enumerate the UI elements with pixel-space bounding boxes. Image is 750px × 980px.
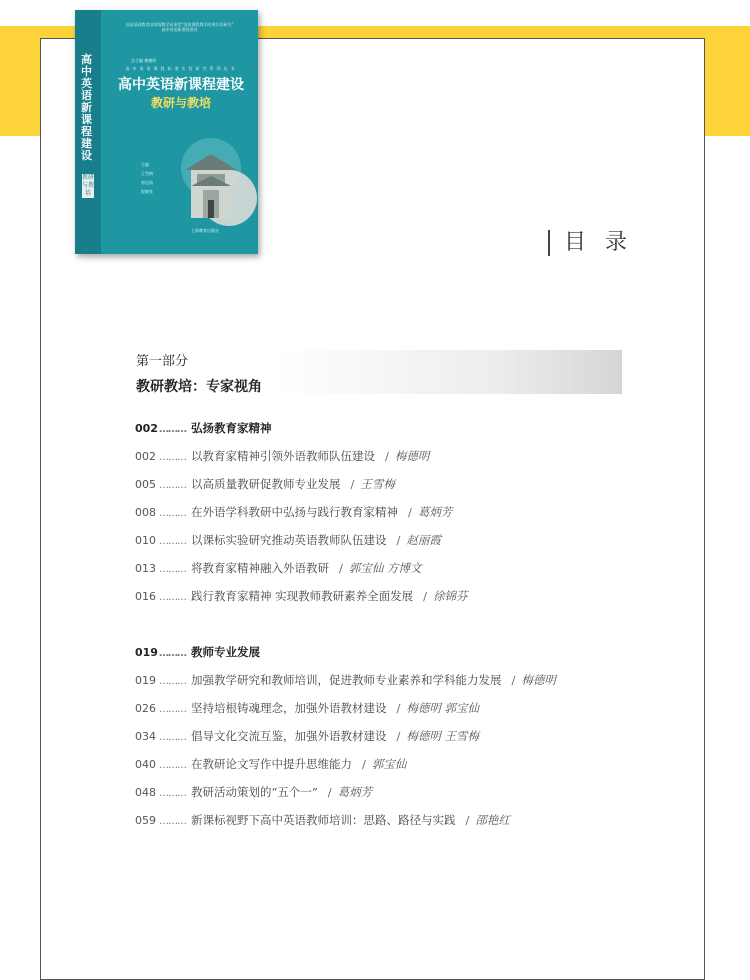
toc-entry-title: 新课标视野下高中英语教师培训：思路、路径与实践: [191, 813, 456, 827]
book-cover: [75, 10, 258, 254]
toc-separator: /: [396, 533, 401, 547]
toc-separator: /: [362, 757, 366, 771]
toc-page-number: 059: [135, 814, 156, 827]
toc-separator: /: [396, 729, 401, 743]
toc-page-number: 016: [135, 590, 156, 603]
toc-leader-dots: ………: [159, 788, 186, 799]
toc-entry-author: 梅德明 郭宝仙: [406, 701, 480, 715]
toc-section-row: [135, 643, 260, 661]
toc-separator: /: [396, 701, 401, 715]
toc-page-number: 002: [135, 450, 156, 463]
toc-article-row: [135, 811, 510, 829]
cover-names: [141, 160, 153, 196]
toc-entry-author: 葛炳芳: [337, 785, 373, 799]
toc-separator: /: [423, 589, 428, 603]
toc-page-number: 040: [135, 758, 156, 771]
toc-article-row: [135, 587, 468, 605]
toc-leader-dots: ………: [159, 480, 186, 491]
toc-entry-title: 加强教学研究和教师培训，促进教师专业素养和学科能力发展: [191, 673, 502, 687]
book-spine: [75, 10, 101, 254]
cover-name-0: 主编: [141, 162, 149, 167]
part-title: 教研教培：专家视角: [136, 379, 262, 395]
toc-entry-title: 以教育家精神引领外语教师队伍建设: [191, 449, 375, 463]
toc-separator: /: [465, 813, 470, 827]
toc-heading: 目 录: [548, 230, 633, 256]
cover-subtitle: 教研与教培: [150, 96, 211, 110]
toc-article-row: [135, 447, 429, 465]
book-front: [101, 10, 258, 254]
toc-entry-title: 坚持培根铸魂理念，加强外语教材建设: [191, 701, 387, 715]
toc-separator: /: [408, 505, 412, 519]
toc-article-row: [135, 559, 422, 577]
toc-article-row: [135, 531, 441, 549]
toc-entry-title: 将教育家精神融入外语教研: [191, 561, 329, 575]
toc-leader-dots: ………: [159, 452, 186, 463]
part-label: 第一部分: [136, 354, 189, 369]
cover-tower-illustration: [171, 128, 257, 228]
toc-entry-author: 徐锦芬: [433, 589, 468, 603]
toc-leader-dots: ………: [159, 564, 186, 575]
spine-subtitle: 教研与教培: [82, 174, 95, 197]
toc-article-row: [135, 727, 479, 745]
toc-article-row: [135, 503, 452, 521]
cover-publisher: 上海教育出版社: [191, 228, 219, 233]
toc-page-number: 026: [135, 702, 156, 715]
toc-page-number: 034: [135, 730, 156, 743]
toc-article-row: [135, 475, 395, 493]
cover-top-line2: 高中英语新课程建设: [161, 27, 198, 32]
toc-entry-author: 王雪梅: [360, 477, 395, 491]
toc-entry-author: 赵丽霞: [406, 533, 441, 547]
toc-article-row: [135, 755, 406, 773]
toc-leader-dots: ………: [159, 592, 186, 603]
toc-entry-title: 倡导文化交流互鉴，加强外语教材建设: [191, 729, 387, 743]
toc-leader-dots: ………: [159, 648, 186, 659]
toc-entry-title: 教师专业发展: [191, 645, 260, 659]
cover-series: 高中英语课程标准实验研究系列丛书: [125, 66, 238, 71]
toc-page-number: 013: [135, 562, 156, 575]
toc-leader-dots: ………: [159, 424, 186, 435]
toc-separator: /: [327, 785, 332, 799]
toc-leader-dots: ………: [159, 704, 186, 715]
toc-page-number: 019: [135, 674, 156, 687]
toc-entry-title: 践行教育家精神 实现教师教研素养全面发展: [191, 589, 414, 603]
toc-entry-author: 梅德明: [394, 449, 430, 463]
toc-leader-dots: ………: [159, 676, 186, 687]
toc-leader-dots: ………: [159, 536, 186, 547]
toc-page-number: 005: [135, 478, 156, 491]
toc-entry-author: 梅德明: [521, 673, 556, 687]
toc-separator: /: [339, 561, 343, 575]
toc-section-row: [135, 419, 272, 437]
toc-entry-title: 弘扬教育家精神: [191, 421, 272, 435]
toc-page-number: 048: [135, 786, 156, 799]
toc-page-number: 019: [135, 646, 158, 659]
toc-page-number: 002: [135, 422, 158, 435]
cover-editor: 总主编 梅德明: [131, 58, 157, 63]
toc-entry-author: 郭宝仙 方博文: [348, 561, 422, 575]
toc-article-row: [135, 699, 479, 717]
cover-top-line1: 首届基础教育国家级教学成果奖“国家课程教学改革实验研究”: [125, 22, 234, 27]
toc-entry-author: 邵艳红: [475, 813, 510, 827]
toc-page-number: 008: [135, 506, 156, 519]
toc-entry-author: 葛炳芳: [417, 505, 453, 519]
toc-entry-title: 教研活动策划的“五个一”: [191, 785, 318, 799]
cover-title: 高中英语新课程建设: [118, 77, 244, 93]
spine-title: 高中英语新课程建设: [81, 53, 92, 162]
cover-name-2: 郭宝仙: [141, 180, 153, 185]
toc-separator: /: [350, 477, 355, 491]
toc-leader-dots: ………: [159, 816, 186, 827]
toc-separator: /: [511, 673, 516, 687]
toc-entry-author: 郭宝仙: [371, 757, 407, 771]
cover-name-1: 王雪梅: [141, 171, 153, 176]
toc-leader-dots: ………: [159, 760, 186, 771]
toc-entry-author: 梅德明 王雪梅: [406, 729, 480, 743]
toc-page-number: 010: [135, 534, 156, 547]
toc-entry-title: 以课标实验研究推动英语教师队伍建设: [191, 533, 387, 547]
toc-article-row: [135, 783, 372, 801]
cover-name-3: 程晓堂: [141, 189, 153, 194]
toc-leader-dots: ………: [159, 508, 186, 519]
toc-entry-title: 以高质量教研促教师专业发展: [191, 477, 341, 491]
toc-article-row: [135, 671, 556, 689]
cover-top-text: [101, 10, 258, 58]
toc-separator: /: [385, 449, 389, 463]
toc-entry-title: 在外语学科教研中弘扬与践行教育家精神: [191, 505, 398, 519]
toc-leader-dots: ………: [159, 732, 186, 743]
toc-entry-title: 在教研论文写作中提升思维能力: [191, 757, 352, 771]
